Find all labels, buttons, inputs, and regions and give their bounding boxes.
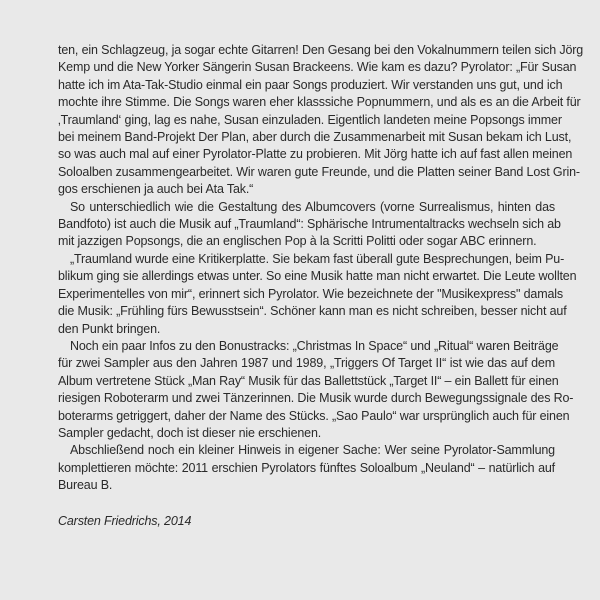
- text-line: hatte ich im Ata-Tak-Studio einmal ein paar Songs produziert. Wir verstanden uns gut, und ich: [58, 77, 563, 92]
- author-signature: Carsten Friedrichs, 2014: [58, 513, 192, 528]
- text-line: „Traumland wurde eine Kritikerplatte. Sie bekam fast überall gute Besprechungen, beim Pu-: [70, 251, 565, 266]
- text-line: Bureau B.: [58, 478, 113, 493]
- paragraph: [58, 42, 584, 199]
- text-line: Bandfoto) ist auch die Musik auf „Traumland“: Sphärische Intrumentaltracks wechseln sich ab: [58, 217, 561, 232]
- text-line: Noch ein paar Infos zu den Bonustracks: „Christmas In Space“ und „Ritual“ waren Beiträge: [70, 338, 559, 353]
- paragraph: [58, 251, 577, 338]
- text-line: Sampler gedacht, doch ist dieser nie erschienen.: [58, 425, 322, 440]
- text-line: boterarms getriggert, daher der Name des Stücks. „Sao Paulo“ war ursprünglich auch für einen: [58, 408, 570, 423]
- paragraph: [58, 338, 574, 442]
- text-line: ‚Traumland‘ ging, lag es nahe, Susan einzuladen. Eigentlich landeten meine Popsongs immer: [58, 112, 562, 127]
- text-line: mit jazzigen Popsongs, die an englischen Pop à la Scritti Politti oder sogar ABC erinnern.: [58, 234, 537, 249]
- text-line: komplettieren möchte: 2011 erschien Pyrolators fünftes Soloalbum „Neuland“ – natürlich auf: [58, 460, 555, 475]
- document-page: [58, 42, 584, 530]
- paragraph: [58, 442, 555, 494]
- text-line: riesigen Roboterarm und zwei Tänzerinnen. Die Musik wurde durch Bewegungssignale des Ro-: [58, 391, 574, 406]
- text-line: Album vertretene Stück „Man Ray“ Musik für das Ballettstück „Target II“ – ein Ballett für einen: [58, 373, 559, 388]
- text-line: So unterschiedlich wie die Gestaltung des Albumcovers (vorne Surrealismus, hinten das: [70, 199, 555, 214]
- text-line: den Punkt bringen.: [58, 321, 161, 336]
- text-line: Soloalben zusammengearbeitet. Wir waren gute Freunde, und die Platten seiner Band Lost Grin-: [58, 164, 580, 179]
- text-line: so was auch mal auf einer Pyrolator-Platte zu probieren. Mit Jörg hatte ich auf fast allen meinen: [58, 147, 573, 162]
- text-line: gos erschienen ja auch bei Ata Tak.“: [58, 182, 254, 197]
- text-line: bei meinem Band-Projekt Der Plan, aber durch die Zusammenarbeit mit Susan bekam ich Lust,: [58, 130, 572, 145]
- body-text: [58, 42, 584, 495]
- text-line: für zwei Sampler aus den Jahren 1987 und 1989, „Triggers Of Target II“ ist wie das auf dem: [58, 356, 555, 371]
- text-line: Experimentelles von mir“, erinnert sich Pyrolator. Wie bezeichnete der "Musikexpress" damals: [58, 286, 563, 301]
- paragraph: [58, 199, 561, 251]
- text-line: Kemp und die New Yorker Sängerin Susan Brackeens. Wie kam es dazu? Pyrolator: „Für Susan: [58, 60, 577, 75]
- text-line: mochte ihre Stimme. Die Songs waren eher klasssiche Popnummern, und als es an die Arbeit für: [58, 95, 581, 110]
- text-line: die Musik: „Frühling fürs Bewusstsein“. Schöner kann man es nicht schreiben, besser nicht auf: [58, 304, 567, 319]
- text-line: Abschließend noch ein kleiner Hinweis in eigener Sache: Wer seine Pyrolator-Sammlung: [70, 443, 555, 458]
- text-line: blikum ging sie allerdings etwas unter. So eine Musik hatte man nicht erwartet. Die Leute wollten: [58, 269, 577, 284]
- text-line: ten, ein Schlagzeug, ja sogar echte Gitarren! Den Gesang bei den Vokalnummern teilen sich Jörg: [58, 43, 584, 57]
